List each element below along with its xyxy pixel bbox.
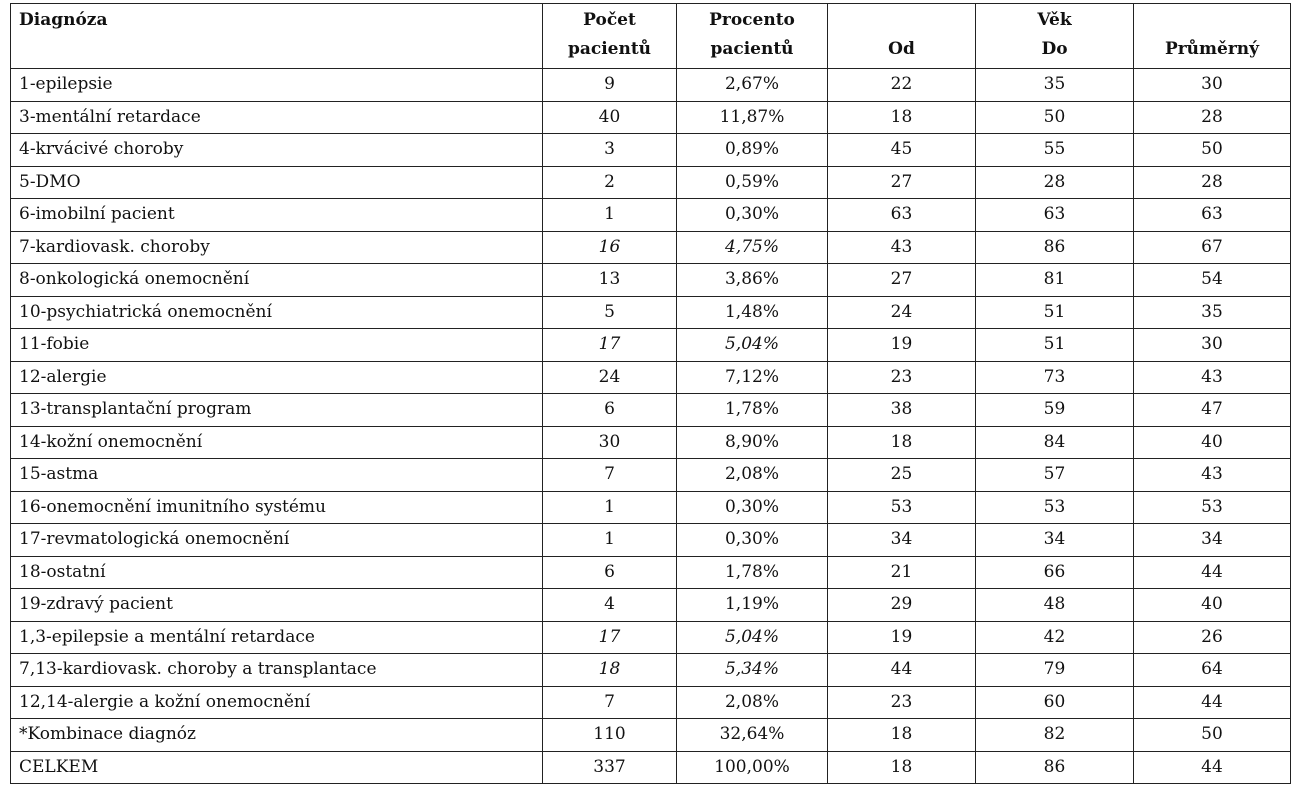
cell-patient-percent: 5,04%: [677, 621, 828, 654]
cell-patient-count: 7: [543, 459, 677, 492]
cell-age-to: 34: [976, 524, 1134, 557]
diagnosis-table: [10, 3, 1291, 784]
cell-diagnosis: 18-ostatní: [11, 556, 543, 589]
cell-patient-count: 18: [543, 654, 677, 687]
cell-diagnosis: 12-alergie: [11, 361, 543, 394]
cell-age-to: 79: [976, 654, 1134, 687]
cell-patient-percent: 1,78%: [677, 394, 828, 427]
cell-age-average: 34: [1134, 524, 1291, 557]
cell-patient-percent: 8,90%: [677, 426, 828, 459]
table-row: [11, 361, 1291, 394]
cell-age-from: 18: [828, 426, 976, 459]
cell-patient-count: 9: [543, 69, 677, 102]
cell-patient-count: 1: [543, 524, 677, 557]
cell-age-average: 47: [1134, 394, 1291, 427]
table-row: [11, 621, 1291, 654]
cell-patient-count: 17: [543, 329, 677, 362]
table-row: [11, 101, 1291, 134]
cell-patient-percent: 0,30%: [677, 524, 828, 557]
cell-patient-count: 5: [543, 296, 677, 329]
cell-patient-percent: 11,87%: [677, 101, 828, 134]
cell-age-to: 86: [976, 751, 1134, 784]
table-row: [11, 686, 1291, 719]
cell-age-from: 29: [828, 589, 976, 622]
cell-age-average: 40: [1134, 589, 1291, 622]
cell-diagnosis: 3-mentální retardace: [11, 101, 543, 134]
cell-age-from: 18: [828, 751, 976, 784]
cell-age-from: 27: [828, 166, 976, 199]
cell-age-from: 53: [828, 491, 976, 524]
table-body: [11, 69, 1291, 784]
cell-patient-percent: 0,59%: [677, 166, 828, 199]
cell-patient-percent: 2,08%: [677, 459, 828, 492]
cell-patient-count: 13: [543, 264, 677, 297]
cell-patient-percent: 100,00%: [677, 751, 828, 784]
cell-diagnosis: 1,3-epilepsie a mentální retardace: [11, 621, 543, 654]
cell-age-average: 50: [1134, 134, 1291, 167]
cell-age-average: 43: [1134, 361, 1291, 394]
header-age-to: Věk Do: [976, 4, 1134, 69]
cell-age-average: 43: [1134, 459, 1291, 492]
table-row: [11, 556, 1291, 589]
cell-age-to: 42: [976, 621, 1134, 654]
table-row: [11, 264, 1291, 297]
cell-diagnosis: 13-transplantační program: [11, 394, 543, 427]
cell-diagnosis: 14-kožní onemocnění: [11, 426, 543, 459]
table-row: [11, 751, 1291, 784]
table-row: [11, 654, 1291, 687]
cell-patient-count: 7: [543, 686, 677, 719]
table-row: [11, 69, 1291, 102]
cell-diagnosis: CELKEM: [11, 751, 543, 784]
cell-age-from: 44: [828, 654, 976, 687]
cell-patient-count: 24: [543, 361, 677, 394]
cell-patient-percent: 5,34%: [677, 654, 828, 687]
table-row: [11, 426, 1291, 459]
cell-age-to: 48: [976, 589, 1134, 622]
cell-age-to: 57: [976, 459, 1134, 492]
cell-patient-percent: 2,08%: [677, 686, 828, 719]
cell-age-average: 44: [1134, 556, 1291, 589]
table-row: [11, 231, 1291, 264]
cell-age-average: 67: [1134, 231, 1291, 264]
cell-diagnosis: 5-DMO: [11, 166, 543, 199]
cell-age-from: 18: [828, 101, 976, 134]
cell-age-average: 63: [1134, 199, 1291, 232]
cell-patient-percent: 4,75%: [677, 231, 828, 264]
cell-age-average: 40: [1134, 426, 1291, 459]
cell-patient-count: 2: [543, 166, 677, 199]
cell-age-to: 66: [976, 556, 1134, 589]
cell-age-average: 44: [1134, 686, 1291, 719]
cell-patient-percent: 32,64%: [677, 719, 828, 752]
table-row: [11, 199, 1291, 232]
cell-age-from: 23: [828, 686, 976, 719]
cell-patient-count: 1: [543, 491, 677, 524]
cell-patient-percent: 7,12%: [677, 361, 828, 394]
cell-age-to: 81: [976, 264, 1134, 297]
cell-age-from: 63: [828, 199, 976, 232]
cell-patient-count: 4: [543, 589, 677, 622]
cell-age-average: 26: [1134, 621, 1291, 654]
cell-diagnosis: 16-onemocnění imunitního systému: [11, 491, 543, 524]
cell-patient-count: 16: [543, 231, 677, 264]
cell-diagnosis: 8-onkologická onemocnění: [11, 264, 543, 297]
cell-diagnosis: 15-astma: [11, 459, 543, 492]
header-age-group: Věk: [1037, 10, 1072, 30]
cell-age-to: 55: [976, 134, 1134, 167]
table-row: [11, 589, 1291, 622]
table-row: [11, 296, 1291, 329]
cell-age-average: 28: [1134, 166, 1291, 199]
table-row: [11, 394, 1291, 427]
table-row: [11, 166, 1291, 199]
cell-patient-count: 40: [543, 101, 677, 134]
cell-age-from: 21: [828, 556, 976, 589]
cell-age-to: 51: [976, 329, 1134, 362]
cell-diagnosis: 17-revmatologická onemocnění: [11, 524, 543, 557]
table-header: [11, 4, 1291, 69]
header-patient-percent: Procento pacientů: [677, 4, 828, 69]
cell-age-to: 59: [976, 394, 1134, 427]
cell-patient-percent: 1,19%: [677, 589, 828, 622]
cell-age-from: 25: [828, 459, 976, 492]
cell-age-from: 18: [828, 719, 976, 752]
table-row: [11, 459, 1291, 492]
table-row: [11, 719, 1291, 752]
cell-patient-count: 3: [543, 134, 677, 167]
cell-age-from: 19: [828, 621, 976, 654]
cell-age-from: 22: [828, 69, 976, 102]
header-age-from: Od: [828, 4, 976, 69]
cell-patient-percent: 1,48%: [677, 296, 828, 329]
cell-patient-count: 30: [543, 426, 677, 459]
cell-diagnosis: 12,14-alergie a kožní onemocnění: [11, 686, 543, 719]
table-row: [11, 134, 1291, 167]
cell-patient-percent: 3,86%: [677, 264, 828, 297]
cell-diagnosis: 6-imobilní pacient: [11, 199, 543, 232]
cell-diagnosis: 10-psychiatrická onemocnění: [11, 296, 543, 329]
cell-patient-percent: 1,78%: [677, 556, 828, 589]
cell-age-average: 50: [1134, 719, 1291, 752]
cell-patient-count: 17: [543, 621, 677, 654]
table-row: [11, 524, 1291, 557]
cell-age-average: 30: [1134, 329, 1291, 362]
cell-age-average: 53: [1134, 491, 1291, 524]
cell-age-to: 82: [976, 719, 1134, 752]
header-diagnosis: Diagnóza: [11, 4, 543, 69]
header-patient-count: Počet pacientů: [543, 4, 677, 69]
cell-age-to: 63: [976, 199, 1134, 232]
cell-age-to: 60: [976, 686, 1134, 719]
cell-patient-percent: 0,30%: [677, 491, 828, 524]
cell-age-to: 53: [976, 491, 1134, 524]
cell-age-from: 23: [828, 361, 976, 394]
cell-age-average: 28: [1134, 101, 1291, 134]
cell-patient-percent: 0,89%: [677, 134, 828, 167]
cell-diagnosis: 11-fobie: [11, 329, 543, 362]
cell-age-from: 43: [828, 231, 976, 264]
cell-age-from: 38: [828, 394, 976, 427]
cell-age-from: 27: [828, 264, 976, 297]
cell-age-average: 35: [1134, 296, 1291, 329]
diagnosis-table-container: [10, 3, 1290, 784]
cell-patient-count: 1: [543, 199, 677, 232]
cell-diagnosis: 19-zdravý pacient: [11, 589, 543, 622]
cell-diagnosis: 1-epilepsie: [11, 69, 543, 102]
cell-age-average: 44: [1134, 751, 1291, 784]
table-row: [11, 491, 1291, 524]
cell-diagnosis: *Kombinace diagnóz: [11, 719, 543, 752]
cell-patient-percent: 0,30%: [677, 199, 828, 232]
cell-age-to: 28: [976, 166, 1134, 199]
header-age-average: Průměrný: [1134, 4, 1291, 69]
cell-age-to: 51: [976, 296, 1134, 329]
cell-age-to: 50: [976, 101, 1134, 134]
cell-patient-percent: 5,04%: [677, 329, 828, 362]
cell-patient-count: 6: [543, 394, 677, 427]
cell-age-average: 64: [1134, 654, 1291, 687]
cell-age-average: 54: [1134, 264, 1291, 297]
cell-age-to: 73: [976, 361, 1134, 394]
cell-age-from: 19: [828, 329, 976, 362]
cell-age-from: 34: [828, 524, 976, 557]
cell-patient-count: 6: [543, 556, 677, 589]
table-row: [11, 329, 1291, 362]
cell-age-to: 35: [976, 69, 1134, 102]
cell-diagnosis: 4-krvácivé choroby: [11, 134, 543, 167]
cell-age-from: 24: [828, 296, 976, 329]
cell-age-to: 86: [976, 231, 1134, 264]
cell-diagnosis: 7-kardiovask. choroby: [11, 231, 543, 264]
cell-patient-count: 337: [543, 751, 677, 784]
cell-age-to: 84: [976, 426, 1134, 459]
cell-diagnosis: 7,13-kardiovask. choroby a transplantace: [11, 654, 543, 687]
cell-patient-count: 110: [543, 719, 677, 752]
cell-age-from: 45: [828, 134, 976, 167]
cell-age-average: 30: [1134, 69, 1291, 102]
cell-patient-percent: 2,67%: [677, 69, 828, 102]
